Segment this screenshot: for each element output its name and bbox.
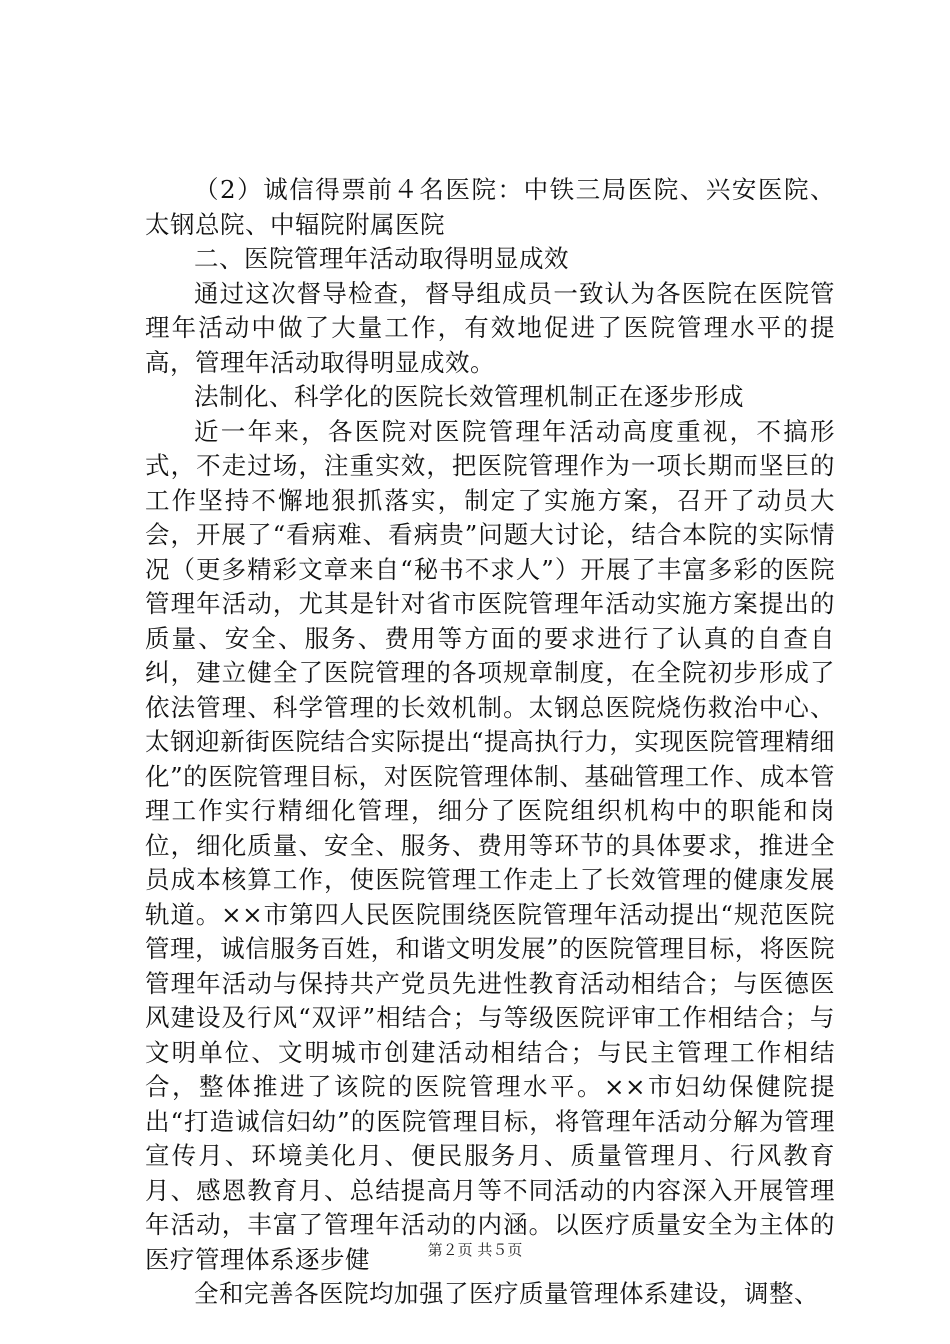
paragraph-integrity-votes: （2）诚信得票前４名医院：中铁三局医院、兴安医院、太钢总院、中辐院附属医院 bbox=[145, 175, 835, 239]
document-body bbox=[145, 173, 835, 1312]
subsection-heading: 法制化、科学化的医院长效管理机制正在逐步形成 bbox=[194, 382, 744, 411]
paragraph-continuation: 全和完善各医院均加强了医疗质量管理体系建设，调整、 bbox=[194, 1279, 819, 1308]
section-heading: 二、医院管理年活动取得明显成效 bbox=[194, 244, 569, 273]
page-footer: 第２页 共５页 bbox=[427, 1241, 523, 1259]
paragraph-main-body: 近一年来，各医院对医院管理年活动高度重视，不搞形式，不走过场，注重实效，把医院管理作为一项长期而坚巨的工作坚持不懈地狠抓落实，制定了实施方案，召开了动员大会，开展了“看病难、看病贵”问题大讨论，结合本院的实际情况（更多精彩文章来自“秘书不求人”）开展了丰富多彩的医院管理年活动，尤其是针对省市医院管理年活动实施方案提出的质量、安全、服务、费用等方面的要求进行了认真的自查自纠，建立健全了医院管理的各项规章制度，在全院初步形成了依法管理、科学管理的长效机制。太钢总医院烧伤救治中心、太钢迎新街医院结合实际提出“提高执行力，实现医院管理精细化”的医院管理目标，对医院管理体制、基础管理工作、成本管理工作实行精细化管理，细分了医院组织机构中的职能和岗位，细化质量、安全、服务、费用等环节的具体要求，推进全员成本核算工作，使医院管理工作走上了长效管理的健康发展轨道。××市第四人民医院围绕医院管理年活动提出“规范医院管理，诚信服务百姓，和谐文明发展”的医院管理目标，将医院管理年活动与保持共产党员先进性教育活动相结合；与医德医风建设及行风“双评”相结合；与等级医院评审工作相结合；与文明单位、文明城市创建活动相结合；与民主管理工作相结合，整体推进了该院的医院管理水平。××市妇幼保健院提出“打造诚信妇幼”的医院管理目标，将管理年活动分解为管理宣传月、环境美化月、便民服务月、质量管理月、行风教育月、感恩教育月、总结提高月等不同活动的内容深入开展管理年活动，丰富了管理年活动的内涵。以医疗质量安全为主体的医疗管理体系逐步健 bbox=[145, 416, 835, 1274]
paragraph-inspection: 通过这次督导检查，督导组成员一致认为各医院在医院管理年活动中做了大量工作，有效地促进了医院管理水平的提高，管理年活动取得明显成效。 bbox=[145, 278, 835, 377]
